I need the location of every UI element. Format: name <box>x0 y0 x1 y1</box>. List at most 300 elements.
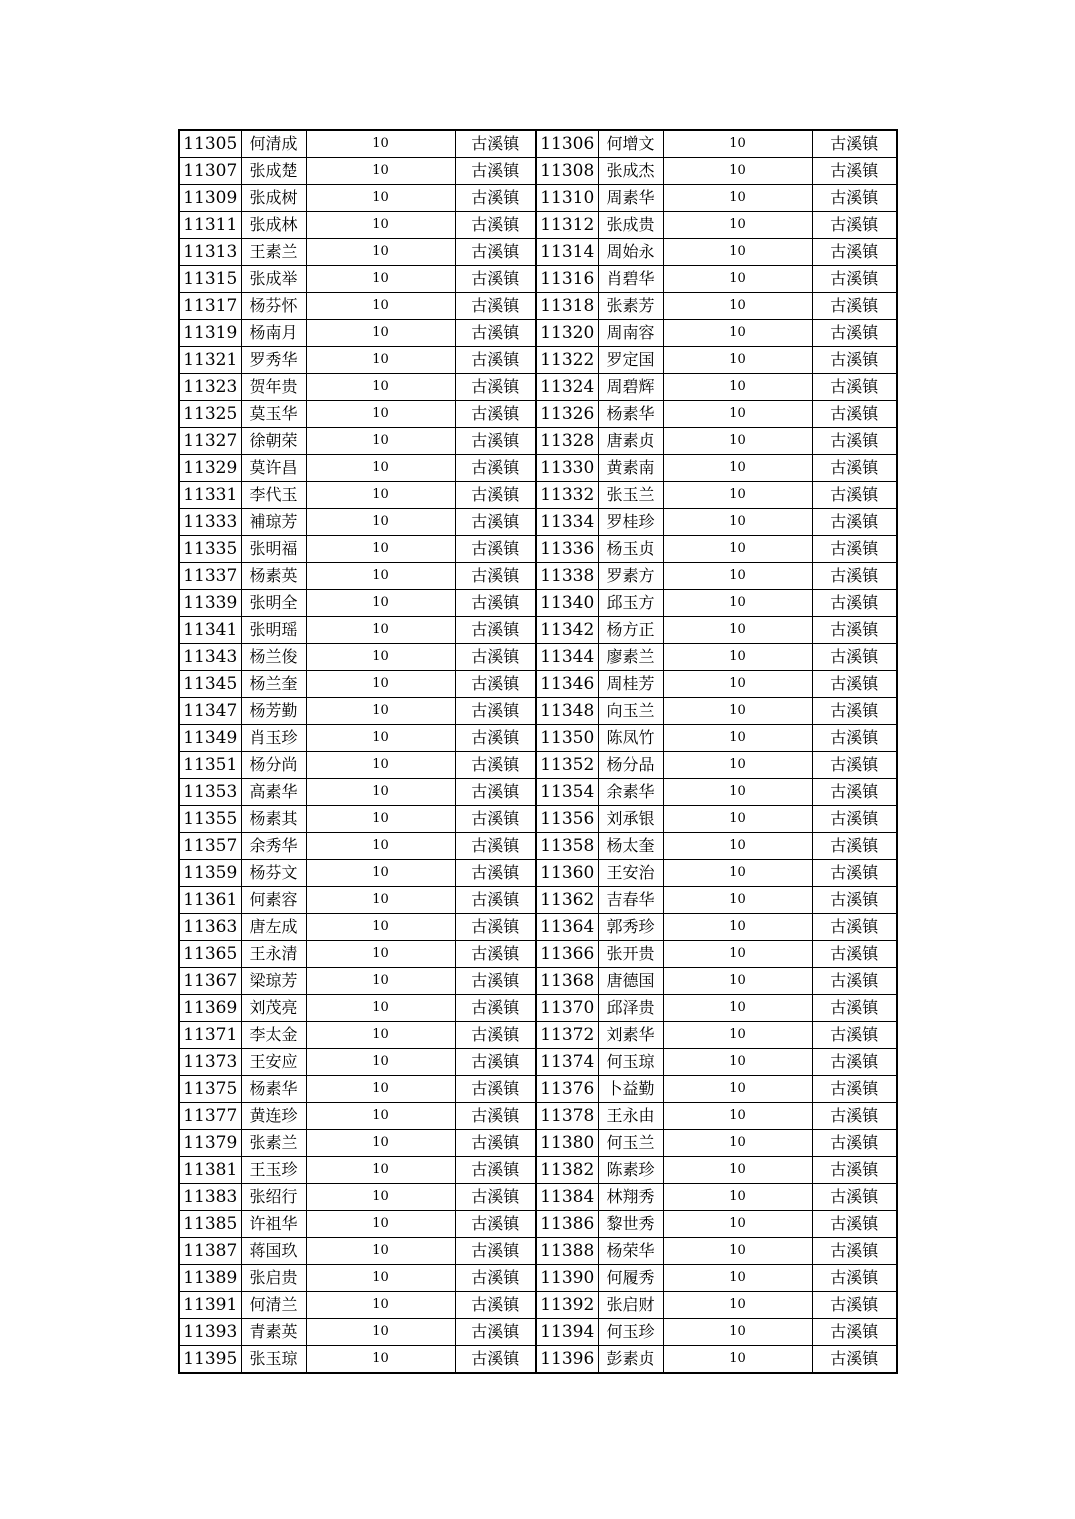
right-person-name-cell: 刘承银 <box>598 806 663 833</box>
table-row <box>179 698 897 725</box>
left-person-id-cell: 11347 <box>179 698 241 725</box>
table-row <box>179 1319 897 1346</box>
left-person-name-cell: 张成举 <box>241 266 306 293</box>
right-person-id-cell: 11332 <box>536 482 598 509</box>
table-row <box>179 536 897 563</box>
right-amount-cell: 10 <box>663 401 812 428</box>
right-town-name-cell: 古溪镇 <box>812 752 897 779</box>
right-person-id-cell: 11354 <box>536 779 598 806</box>
left-town-name-cell: 古溪镇 <box>455 941 536 968</box>
right-amount-cell: 10 <box>663 914 812 941</box>
left-person-id-cell: 11341 <box>179 617 241 644</box>
right-town-name-cell: 古溪镇 <box>812 401 897 428</box>
right-amount-cell: 10 <box>663 590 812 617</box>
right-person-id-cell: 11390 <box>536 1265 598 1292</box>
right-town-name-cell: 古溪镇 <box>812 860 897 887</box>
right-amount-cell: 10 <box>663 644 812 671</box>
right-person-id-cell: 11394 <box>536 1319 598 1346</box>
left-person-name-cell: 何清兰 <box>241 1292 306 1319</box>
left-amount-cell: 10 <box>306 212 455 239</box>
right-person-name-cell: 余素华 <box>598 779 663 806</box>
table-row <box>179 1049 897 1076</box>
left-person-id-cell: 11361 <box>179 887 241 914</box>
left-person-name-cell: 杨芬怀 <box>241 293 306 320</box>
right-person-id-cell: 11338 <box>536 563 598 590</box>
left-town-name-cell: 古溪镇 <box>455 185 536 212</box>
right-person-name-cell: 周始永 <box>598 239 663 266</box>
left-town-name-cell: 古溪镇 <box>455 374 536 401</box>
left-person-id-cell: 11307 <box>179 158 241 185</box>
right-person-id-cell: 11322 <box>536 347 598 374</box>
table-row <box>179 1157 897 1184</box>
table-row <box>179 671 897 698</box>
left-person-id-cell: 11317 <box>179 293 241 320</box>
right-amount-cell: 10 <box>663 482 812 509</box>
right-amount-cell: 10 <box>663 428 812 455</box>
left-amount-cell: 10 <box>306 1130 455 1157</box>
right-person-id-cell: 11314 <box>536 239 598 266</box>
right-amount-cell: 10 <box>663 130 812 158</box>
right-person-id-cell: 11362 <box>536 887 598 914</box>
left-person-name-cell: 张绍行 <box>241 1184 306 1211</box>
right-person-id-cell: 11384 <box>536 1184 598 1211</box>
table-row <box>179 1184 897 1211</box>
right-person-id-cell: 11334 <box>536 509 598 536</box>
table-row <box>179 725 897 752</box>
left-person-id-cell: 11363 <box>179 914 241 941</box>
table-row <box>179 1346 897 1374</box>
left-town-name-cell: 古溪镇 <box>455 1265 536 1292</box>
right-amount-cell: 10 <box>663 320 812 347</box>
left-person-name-cell: 蒋国玖 <box>241 1238 306 1265</box>
left-amount-cell: 10 <box>306 914 455 941</box>
left-amount-cell: 10 <box>306 266 455 293</box>
right-town-name-cell: 古溪镇 <box>812 482 897 509</box>
left-person-name-cell: 张玉琼 <box>241 1346 306 1374</box>
right-person-id-cell: 11324 <box>536 374 598 401</box>
right-person-name-cell: 林翔秀 <box>598 1184 663 1211</box>
left-person-name-cell: 杨兰俊 <box>241 644 306 671</box>
left-person-id-cell: 11395 <box>179 1346 241 1374</box>
left-town-name-cell: 古溪镇 <box>455 1022 536 1049</box>
left-person-id-cell: 11305 <box>179 130 241 158</box>
table-row <box>179 158 897 185</box>
left-town-name-cell: 古溪镇 <box>455 617 536 644</box>
right-town-name-cell: 古溪镇 <box>812 914 897 941</box>
right-person-name-cell: 张成杰 <box>598 158 663 185</box>
right-person-name-cell: 邱玉方 <box>598 590 663 617</box>
table-row <box>179 563 897 590</box>
right-town-name-cell: 古溪镇 <box>812 698 897 725</box>
left-amount-cell: 10 <box>306 1265 455 1292</box>
left-amount-cell: 10 <box>306 698 455 725</box>
left-amount-cell: 10 <box>306 158 455 185</box>
left-person-id-cell: 11349 <box>179 725 241 752</box>
table-row <box>179 1211 897 1238</box>
right-person-name-cell: 张素芳 <box>598 293 663 320</box>
left-amount-cell: 10 <box>306 293 455 320</box>
table-row <box>179 320 897 347</box>
right-town-name-cell: 古溪镇 <box>812 266 897 293</box>
table-row <box>179 968 897 995</box>
table-row <box>179 239 897 266</box>
left-person-name-cell: 杨素其 <box>241 806 306 833</box>
right-person-name-cell: 何增文 <box>598 130 663 158</box>
right-person-name-cell: 杨分品 <box>598 752 663 779</box>
right-person-id-cell: 11330 <box>536 455 598 482</box>
left-person-id-cell: 11313 <box>179 239 241 266</box>
left-town-name-cell: 古溪镇 <box>455 158 536 185</box>
right-amount-cell: 10 <box>663 1346 812 1374</box>
right-town-name-cell: 古溪镇 <box>812 1238 897 1265</box>
left-person-name-cell: 黄连珍 <box>241 1103 306 1130</box>
right-person-name-cell: 周桂芳 <box>598 671 663 698</box>
left-town-name-cell: 古溪镇 <box>455 752 536 779</box>
right-town-name-cell: 古溪镇 <box>812 1292 897 1319</box>
left-town-name-cell: 古溪镇 <box>455 725 536 752</box>
right-amount-cell: 10 <box>663 239 812 266</box>
left-person-id-cell: 11367 <box>179 968 241 995</box>
right-amount-cell: 10 <box>663 1238 812 1265</box>
table-row <box>179 130 897 158</box>
right-amount-cell: 10 <box>663 1103 812 1130</box>
left-amount-cell: 10 <box>306 130 455 158</box>
left-amount-cell: 10 <box>306 806 455 833</box>
right-amount-cell: 10 <box>663 941 812 968</box>
right-town-name-cell: 古溪镇 <box>812 887 897 914</box>
left-town-name-cell: 古溪镇 <box>455 860 536 887</box>
table-row <box>179 1265 897 1292</box>
right-town-name-cell: 古溪镇 <box>812 212 897 239</box>
table-row <box>179 806 897 833</box>
left-person-name-cell: 補琼芳 <box>241 509 306 536</box>
left-town-name-cell: 古溪镇 <box>455 509 536 536</box>
right-town-name-cell: 古溪镇 <box>812 158 897 185</box>
right-town-name-cell: 古溪镇 <box>812 806 897 833</box>
right-person-id-cell: 11346 <box>536 671 598 698</box>
right-town-name-cell: 古溪镇 <box>812 536 897 563</box>
right-person-name-cell: 罗定国 <box>598 347 663 374</box>
right-person-name-cell: 廖素兰 <box>598 644 663 671</box>
left-person-name-cell: 余秀华 <box>241 833 306 860</box>
left-person-name-cell: 王永清 <box>241 941 306 968</box>
table-row <box>179 860 897 887</box>
left-person-name-cell: 何素容 <box>241 887 306 914</box>
left-person-id-cell: 11331 <box>179 482 241 509</box>
left-person-id-cell: 11343 <box>179 644 241 671</box>
right-person-id-cell: 11326 <box>536 401 598 428</box>
left-amount-cell: 10 <box>306 941 455 968</box>
right-person-id-cell: 11320 <box>536 320 598 347</box>
right-person-name-cell: 何玉琼 <box>598 1049 663 1076</box>
left-amount-cell: 10 <box>306 320 455 347</box>
left-person-name-cell: 杨南月 <box>241 320 306 347</box>
right-person-id-cell: 11386 <box>536 1211 598 1238</box>
right-person-id-cell: 11382 <box>536 1157 598 1184</box>
right-town-name-cell: 古溪镇 <box>812 779 897 806</box>
right-person-name-cell: 周南容 <box>598 320 663 347</box>
left-person-id-cell: 11325 <box>179 401 241 428</box>
table-row <box>179 482 897 509</box>
right-person-name-cell: 邱泽贵 <box>598 995 663 1022</box>
table-row <box>179 779 897 806</box>
left-amount-cell: 10 <box>306 590 455 617</box>
right-person-id-cell: 11360 <box>536 860 598 887</box>
left-person-id-cell: 11379 <box>179 1130 241 1157</box>
right-person-name-cell: 杨方正 <box>598 617 663 644</box>
right-person-id-cell: 11378 <box>536 1103 598 1130</box>
right-person-id-cell: 11306 <box>536 130 598 158</box>
right-town-name-cell: 古溪镇 <box>812 968 897 995</box>
right-amount-cell: 10 <box>663 725 812 752</box>
left-person-name-cell: 高素华 <box>241 779 306 806</box>
right-amount-cell: 10 <box>663 860 812 887</box>
left-town-name-cell: 古溪镇 <box>455 293 536 320</box>
left-town-name-cell: 古溪镇 <box>455 1184 536 1211</box>
right-amount-cell: 10 <box>663 536 812 563</box>
left-town-name-cell: 古溪镇 <box>455 968 536 995</box>
left-person-id-cell: 11371 <box>179 1022 241 1049</box>
left-amount-cell: 10 <box>306 1076 455 1103</box>
left-town-name-cell: 古溪镇 <box>455 130 536 158</box>
left-person-id-cell: 11373 <box>179 1049 241 1076</box>
left-town-name-cell: 古溪镇 <box>455 995 536 1022</box>
right-town-name-cell: 古溪镇 <box>812 941 897 968</box>
table-row <box>179 887 897 914</box>
left-person-id-cell: 11329 <box>179 455 241 482</box>
right-town-name-cell: 古溪镇 <box>812 455 897 482</box>
right-town-name-cell: 古溪镇 <box>812 185 897 212</box>
left-town-name-cell: 古溪镇 <box>455 347 536 374</box>
left-person-name-cell: 张成树 <box>241 185 306 212</box>
right-amount-cell: 10 <box>663 617 812 644</box>
left-amount-cell: 10 <box>306 455 455 482</box>
right-amount-cell: 10 <box>663 1319 812 1346</box>
left-amount-cell: 10 <box>306 401 455 428</box>
table-row <box>179 509 897 536</box>
right-person-id-cell: 11356 <box>536 806 598 833</box>
right-person-id-cell: 11358 <box>536 833 598 860</box>
left-person-name-cell: 莫许昌 <box>241 455 306 482</box>
right-amount-cell: 10 <box>663 212 812 239</box>
left-person-name-cell: 何清成 <box>241 130 306 158</box>
left-person-name-cell: 张素兰 <box>241 1130 306 1157</box>
left-amount-cell: 10 <box>306 644 455 671</box>
left-town-name-cell: 古溪镇 <box>455 482 536 509</box>
left-amount-cell: 10 <box>306 833 455 860</box>
left-person-id-cell: 11383 <box>179 1184 241 1211</box>
table-row <box>179 185 897 212</box>
right-person-name-cell: 杨素华 <box>598 401 663 428</box>
right-amount-cell: 10 <box>663 1211 812 1238</box>
left-person-id-cell: 11391 <box>179 1292 241 1319</box>
right-town-name-cell: 古溪镇 <box>812 644 897 671</box>
left-person-id-cell: 11381 <box>179 1157 241 1184</box>
left-amount-cell: 10 <box>306 995 455 1022</box>
right-town-name-cell: 古溪镇 <box>812 509 897 536</box>
left-person-name-cell: 杨分尚 <box>241 752 306 779</box>
right-town-name-cell: 古溪镇 <box>812 1022 897 1049</box>
right-person-id-cell: 11340 <box>536 590 598 617</box>
right-amount-cell: 10 <box>663 266 812 293</box>
right-person-name-cell: 杨太奎 <box>598 833 663 860</box>
right-person-name-cell: 向玉兰 <box>598 698 663 725</box>
left-amount-cell: 10 <box>306 1238 455 1265</box>
right-amount-cell: 10 <box>663 374 812 401</box>
left-town-name-cell: 古溪镇 <box>455 536 536 563</box>
table-row <box>179 617 897 644</box>
left-person-name-cell: 杨素华 <box>241 1076 306 1103</box>
right-amount-cell: 10 <box>663 185 812 212</box>
right-town-name-cell: 古溪镇 <box>812 320 897 347</box>
left-amount-cell: 10 <box>306 779 455 806</box>
right-town-name-cell: 古溪镇 <box>812 590 897 617</box>
right-amount-cell: 10 <box>663 1157 812 1184</box>
left-amount-cell: 10 <box>306 1103 455 1130</box>
left-person-name-cell: 王玉珍 <box>241 1157 306 1184</box>
right-amount-cell: 10 <box>663 509 812 536</box>
left-amount-cell: 10 <box>306 1184 455 1211</box>
right-person-id-cell: 11396 <box>536 1346 598 1374</box>
left-amount-cell: 10 <box>306 509 455 536</box>
right-amount-cell: 10 <box>663 293 812 320</box>
left-town-name-cell: 古溪镇 <box>455 806 536 833</box>
left-person-id-cell: 11351 <box>179 752 241 779</box>
right-town-name-cell: 古溪镇 <box>812 725 897 752</box>
left-amount-cell: 10 <box>306 1292 455 1319</box>
left-person-name-cell: 青素英 <box>241 1319 306 1346</box>
right-person-id-cell: 11364 <box>536 914 598 941</box>
right-person-id-cell: 11366 <box>536 941 598 968</box>
left-amount-cell: 10 <box>306 185 455 212</box>
right-amount-cell: 10 <box>663 806 812 833</box>
left-person-id-cell: 11377 <box>179 1103 241 1130</box>
left-town-name-cell: 古溪镇 <box>455 239 536 266</box>
left-person-name-cell: 徐朝荣 <box>241 428 306 455</box>
right-person-name-cell: 唐素贞 <box>598 428 663 455</box>
left-town-name-cell: 古溪镇 <box>455 1292 536 1319</box>
right-person-id-cell: 11344 <box>536 644 598 671</box>
table-row <box>179 266 897 293</box>
table-row <box>179 401 897 428</box>
left-town-name-cell: 古溪镇 <box>455 1157 536 1184</box>
table-row <box>179 374 897 401</box>
right-town-name-cell: 古溪镇 <box>812 1265 897 1292</box>
left-person-name-cell: 梁琼芳 <box>241 968 306 995</box>
right-person-id-cell: 11308 <box>536 158 598 185</box>
right-town-name-cell: 古溪镇 <box>812 1103 897 1130</box>
left-person-name-cell: 刘茂亮 <box>241 995 306 1022</box>
right-town-name-cell: 古溪镇 <box>812 347 897 374</box>
left-town-name-cell: 古溪镇 <box>455 833 536 860</box>
table-row <box>179 293 897 320</box>
left-town-name-cell: 古溪镇 <box>455 1130 536 1157</box>
left-amount-cell: 10 <box>306 617 455 644</box>
left-person-name-cell: 贺年贵 <box>241 374 306 401</box>
left-person-id-cell: 11315 <box>179 266 241 293</box>
left-person-name-cell: 杨芬文 <box>241 860 306 887</box>
left-town-name-cell: 古溪镇 <box>455 212 536 239</box>
left-town-name-cell: 古溪镇 <box>455 1103 536 1130</box>
left-person-id-cell: 11359 <box>179 860 241 887</box>
right-amount-cell: 10 <box>663 833 812 860</box>
left-town-name-cell: 古溪镇 <box>455 644 536 671</box>
right-town-name-cell: 古溪镇 <box>812 1346 897 1374</box>
left-person-name-cell: 王安应 <box>241 1049 306 1076</box>
right-town-name-cell: 古溪镇 <box>812 130 897 158</box>
right-amount-cell: 10 <box>663 887 812 914</box>
left-person-id-cell: 11333 <box>179 509 241 536</box>
left-person-id-cell: 11355 <box>179 806 241 833</box>
right-person-id-cell: 11336 <box>536 536 598 563</box>
right-person-id-cell: 11392 <box>536 1292 598 1319</box>
right-person-name-cell: 黄素南 <box>598 455 663 482</box>
right-amount-cell: 10 <box>663 347 812 374</box>
table-row <box>179 644 897 671</box>
left-person-name-cell: 肖玉珍 <box>241 725 306 752</box>
right-town-name-cell: 古溪镇 <box>812 1076 897 1103</box>
right-person-name-cell: 何玉珍 <box>598 1319 663 1346</box>
left-town-name-cell: 古溪镇 <box>455 1319 536 1346</box>
left-town-name-cell: 古溪镇 <box>455 698 536 725</box>
right-amount-cell: 10 <box>663 1265 812 1292</box>
right-amount-cell: 10 <box>663 563 812 590</box>
roster-table <box>178 129 898 1374</box>
right-person-name-cell: 罗素方 <box>598 563 663 590</box>
left-person-id-cell: 11393 <box>179 1319 241 1346</box>
right-person-name-cell: 周碧辉 <box>598 374 663 401</box>
right-town-name-cell: 古溪镇 <box>812 239 897 266</box>
right-town-name-cell: 古溪镇 <box>812 833 897 860</box>
left-person-id-cell: 11385 <box>179 1211 241 1238</box>
left-amount-cell: 10 <box>306 536 455 563</box>
right-town-name-cell: 古溪镇 <box>812 374 897 401</box>
right-person-name-cell: 郭秀珍 <box>598 914 663 941</box>
left-amount-cell: 10 <box>306 671 455 698</box>
left-town-name-cell: 古溪镇 <box>455 1049 536 1076</box>
right-town-name-cell: 古溪镇 <box>812 1157 897 1184</box>
left-town-name-cell: 古溪镇 <box>455 428 536 455</box>
left-town-name-cell: 古溪镇 <box>455 590 536 617</box>
right-person-name-cell: 陈凤竹 <box>598 725 663 752</box>
left-amount-cell: 10 <box>306 563 455 590</box>
right-amount-cell: 10 <box>663 1022 812 1049</box>
left-person-name-cell: 王素兰 <box>241 239 306 266</box>
left-person-name-cell: 张成楚 <box>241 158 306 185</box>
table-row <box>179 941 897 968</box>
table-row <box>179 590 897 617</box>
left-amount-cell: 10 <box>306 347 455 374</box>
left-person-id-cell: 11337 <box>179 563 241 590</box>
left-person-name-cell: 张明瑶 <box>241 617 306 644</box>
left-town-name-cell: 古溪镇 <box>455 1238 536 1265</box>
right-town-name-cell: 古溪镇 <box>812 1211 897 1238</box>
left-person-id-cell: 11311 <box>179 212 241 239</box>
right-amount-cell: 10 <box>663 1076 812 1103</box>
left-person-name-cell: 莫玉华 <box>241 401 306 428</box>
left-person-name-cell: 张明全 <box>241 590 306 617</box>
right-person-id-cell: 11368 <box>536 968 598 995</box>
left-town-name-cell: 古溪镇 <box>455 779 536 806</box>
right-person-id-cell: 11318 <box>536 293 598 320</box>
right-person-name-cell: 张启财 <box>598 1292 663 1319</box>
left-person-id-cell: 11323 <box>179 374 241 401</box>
right-person-id-cell: 11380 <box>536 1130 598 1157</box>
right-person-id-cell: 11348 <box>536 698 598 725</box>
left-person-id-cell: 11319 <box>179 320 241 347</box>
left-person-name-cell: 罗秀华 <box>241 347 306 374</box>
right-amount-cell: 10 <box>663 1184 812 1211</box>
